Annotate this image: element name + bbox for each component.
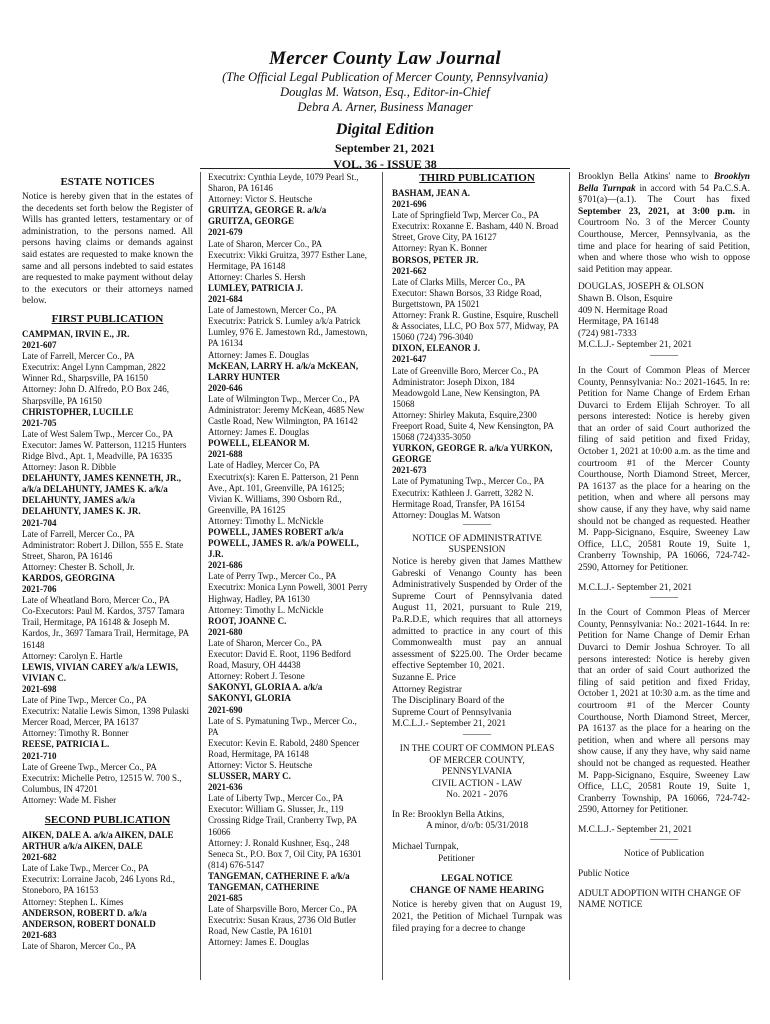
separator: ———: [649, 350, 679, 361]
masthead-rule: [200, 168, 570, 169]
entry-line: Late of Sharon, Mercer Co., PA: [22, 940, 137, 951]
issue-volume: VOL. 36 - ISSUE 38: [333, 157, 437, 171]
entry-line: Executrix: Vikki Gruitza, 3977 Esther Lane, Hermitage, PA 16148: [208, 249, 367, 271]
entry-line: Late of Greene Twp., Mercer Co., PA: [22, 761, 157, 772]
text-line: Suzanne E. Price: [392, 672, 456, 683]
admin-suspension-heading: [392, 534, 562, 557]
entry-line: Executor: Shawn Borsos, 33 Ridge Road, Burgettstown, PA 15021: [392, 287, 542, 309]
entry-line: Executor: William G. Slusser, Jr., 119 Crossing Ridge Trail, Cranberry Twp, PA 16066: [208, 804, 357, 837]
entry-line: Executrix: Lorraine Jacob, 246 Lyons Rd., Stoneboro, PA 16153: [22, 874, 175, 896]
entry-line: Executor: Kevin E. Rabold, 2480 Spencer Road, Hermitage, PA 16148: [208, 737, 360, 759]
entry-heading: 2020-646: [208, 382, 243, 393]
entry-heading: GRUITZA, GEORGE R. a/k/a GRUITZA, GEORGE: [208, 205, 327, 227]
entry-line: Late of Farrell, Mercer Co., PA: [22, 528, 135, 539]
entry-line: Administrator: Jeremy McKean, 4685 New Castle Road, New Wilmington, PA 16142: [208, 404, 365, 427]
entry-line: Executrix: Michelle Petro, 12515 W. 700 S., Columbus, IN 47201: [22, 772, 182, 794]
brooklyn-new-name: Brooklyn Bella Turnpak: [578, 172, 750, 194]
entry-heading: 2021-647: [392, 354, 427, 365]
name-change-continuation: [578, 172, 750, 276]
entry-line: Late of Sharon, Mercer Co., PA: [208, 238, 323, 249]
text-line: CIVIL ACTION - LAW: [431, 778, 523, 789]
entry-line: Late of Hadley, Mercer Co, PA: [208, 460, 320, 471]
change-of-name-heading: CHANGE OF NAME HEARING: [409, 885, 545, 896]
editor-line: Douglas M. Watson, Esq., Editor-in-Chief: [280, 85, 490, 99]
entry-line: Late of Liberty Twp., Mercer Co., PA: [208, 793, 344, 804]
third-publication-list: [392, 188, 562, 521]
entry-heading: 2021-706: [22, 584, 57, 595]
entry-line: Executrix: Kathleen J. Garrett, 3282 N. Hermitage Road, Transfer, PA 16154: [392, 487, 534, 509]
entry-line: Attorney: James E. Douglas: [208, 427, 309, 438]
separator: ———: [462, 519, 492, 530]
entry-line: Late of Pymatuning Twp., Mercer Co., PA: [392, 476, 545, 487]
entry-heading: DELAHUNTY, JAMES KENNETH, JR., a/k/a DELAHUNTY, JAMES K. a/k/a DELAHUNTY, JAMES a/k/a DELAHUNTY, JAMES K. JR.: [22, 473, 181, 517]
first-publication-list: [22, 329, 193, 806]
entry-line: Late of Sharpsville Boro, Mercer Co., PA: [208, 904, 358, 915]
column-divider-3: [569, 172, 570, 980]
text-line: PENNSYLVANIA: [441, 767, 513, 778]
estate-notices-heading: ESTATE NOTICES: [60, 176, 155, 188]
entry-line: Executor: James W. Patterson, 11215 Hunters Ridge Blvd., Apt. 1, Meadville, PA 16335: [22, 439, 187, 461]
entry-line: Executor: David E. Root, 1196 Bedford Road, Masury, OH 44438: [208, 649, 351, 671]
in-re-line: In Re: Brooklyn Bella Atkins,: [392, 809, 505, 820]
entry-heading: 2021-705: [22, 417, 57, 428]
legal-notice-heading: LEGAL NOTICE: [441, 874, 513, 885]
entry-heading: 2021-704: [22, 517, 57, 528]
registrar-signature: [392, 673, 562, 731]
entry-line: Executrix: Roxanne E. Basham, 440 N. Broad Street, Grove City, PA 16127: [392, 221, 559, 243]
entry-line: Attorney: James E. Douglas: [208, 937, 309, 948]
text-line: Hermitage, PA 16148: [578, 317, 659, 328]
entry-heading: REESE, PATRICIA L.: [22, 739, 110, 750]
entry-line: Attorney: Timothy L. McNickle: [208, 515, 324, 526]
public-notice: Public Notice: [578, 869, 630, 880]
entry-heading: 2021-662: [392, 265, 427, 276]
entry-heading: AIKEN, DALE A. a/k/a AIKEN, DALE ARTHUR a/k/a AIKEN, DALE: [22, 829, 174, 852]
text-line: Shawn B. Olson, Esquire: [578, 293, 673, 304]
entry-heading: 2021-673: [392, 465, 427, 476]
entry-line: Administrator: Joseph Dixon, 184 Meadowgold Lane, New Kensington, PA 15068: [392, 376, 540, 409]
legal-notice-body: Notice is hereby given that on August 19, 2021, the Petition of Michael Turnpak was filed praying for a decree to change: [392, 900, 562, 934]
entry-line: Attorney: Carolyn E. Hartle: [22, 650, 123, 661]
entry-heading: 2021-685: [208, 893, 243, 904]
entry-line: Attorney: Chester B. Scholl, Jr.: [22, 561, 135, 572]
entry-line: Co-Executors: Paul M. Kardos, 3757 Tamara Trail, Hermitage, PA 16148 & Joseph M. Kardos, Jr., 3697 Tamara Trail, Hermitage, PA 16148: [22, 606, 189, 650]
minor-line: A minor, d/o/b: 05/31/2018: [426, 821, 529, 832]
column-4: [578, 172, 750, 912]
admin-heading-line: NOTICE OF ADMINISTRATIVE: [412, 533, 542, 544]
entry-line: Attorney: Wade M. Fisher: [22, 794, 117, 805]
entry-heading: POWELL, ELEANOR M.: [208, 438, 310, 449]
text-line: DOUGLAS, JOSEPH & OLSON: [578, 282, 705, 293]
mclj-date-2: M.C.L.J.- September 21, 2021: [578, 824, 693, 835]
entry-line: Executrix: Patrick S. Lumley a/k/a Patrick Lumley, 976 E. Jamestown Rd., Jamestown, PA 16134: [208, 316, 368, 349]
entry-heading: TANGEMAN, CATHERINE F. a/k/a TANGEMAN, CATHERINE: [208, 870, 350, 892]
column-1: [22, 176, 193, 952]
hearing-date: September 23, 2021, at 3:00 p.m.: [578, 206, 736, 217]
entry-heading: 2021-680: [208, 626, 243, 637]
text-line: The Disciplinary Board of the: [392, 696, 505, 707]
entry-heading: 2021-710: [22, 750, 57, 761]
text-line: 409 N. Hermitage Road: [578, 305, 668, 316]
entry-heading: BASHAM, JEAN A.: [392, 188, 471, 198]
entry-heading: CAMPMAN, IRVIN E., JR.: [22, 328, 130, 339]
entry-heading: 2021-607: [22, 340, 57, 351]
entry-heading: 2021-696: [392, 199, 427, 210]
entry-heading: KARDOS, GEORGINA: [22, 573, 116, 583]
column-divider-2: [382, 172, 383, 980]
demir-name-change: In the Court of Common Pleas of Mercer County, Pennsylvania: No.: 2021-1644. In re: Petition for Name Change of Demir Erhan Duvarci to Demir Joshua Schroyer. To all persons interested: Notice is hereby given that an order of said Court authorized the filing of said petition and fixed Friday, October 1, 2021 at 10:30 a.m. as the time and courtroom #1 of the Mercer County Courthouse, North Diamond Street, Mercer, PA 16137 as the place for a hearing on the petition, when and where all persons may show cause, if any they have, why said name should not be changed as requested. Heather M. Papp-Sicignano, Esquire, Sweeney Law Office, LLC, 20581 Route 19, Suite 1, Cranberry Township, PA 16066, 724-742-2590, Attorney for Petitioner.: [578, 608, 750, 816]
entry-line: Executrix: Cynthia Leyde, 1079 Pearl St., Sharon, PA 16146: [208, 172, 359, 194]
entry-line: Attorney: J. Ronald Kushner, Esq., 248 Seneca St., P.O. Box 7, Oil City, PA 16301 (814) 676-5147: [208, 837, 362, 870]
entry-line: Attorney: Shirley Makuta, Esquire,2300 Freeport Road, Suite 4, New Kensington, PA 15068 (724)335-3050: [392, 409, 554, 443]
admin-suspension-body: Notice is hereby given that James Matthew Gabreski of Venango County has been Administratively Suspended by Order of the Supreme Court of Pennsylvania dated August 11, 2021, pursuant to Rule 219, Pa.R.D.E, which requires that all attorneys admitted to practice in any court of this Commonwealth must pay an annual assessment of $225.00. The Order became effective September 10, 2021.: [392, 557, 562, 672]
entry-heading: LEWIS, VIVIAN CAREY a/k/a LEWIS, VIVIAN C.: [22, 661, 179, 683]
edition-title: Digital Edition: [335, 121, 435, 138]
entry-heading: 2021-686: [208, 560, 243, 571]
mclj-date-1: M.C.L.J.- September 21, 2021: [578, 582, 693, 593]
entry-heading: CHRISTOPHER, LUCILLE: [22, 406, 134, 417]
text-line: M.C.L.J.- September 21, 2021: [578, 340, 693, 351]
entry-line: Attorney: Timothy L. McNickle: [208, 604, 324, 615]
text-line: Supreme Court of Pennsylvania: [392, 707, 512, 718]
entry-heading: 2021-682: [22, 852, 57, 863]
entry-heading: ROOT, JOANNE C.: [208, 615, 287, 626]
brooklyn-text-2: in accord with 54 Pa.C.S.A. §701(a)—(a.1). The Court has fixed: [578, 183, 750, 206]
entry-line: Executrix: Angel Lynn Campman, 2822 Winner Rd., Sharpsville, PA 16150: [22, 362, 166, 384]
entry-line: Late of Pine Twp., Mercer Co., PA: [22, 695, 147, 706]
entry-heading: LUMLEY, PATRICIA J.: [208, 282, 303, 293]
entry-line: Attorney: James E. Douglas: [208, 349, 309, 360]
separator: ———: [649, 835, 679, 846]
entry-line: Late of Sharon, Mercer Co., PA: [208, 637, 323, 648]
entry-line: Attorney: Ryan K. Bonner: [392, 243, 488, 254]
petitioner-name: Michael Turnpak,: [392, 842, 459, 853]
entry-line: Attorney: Frank R. Gustine, Esquire, Ruschell & Associates, LLC, PO Box 577, Midway, PA 15060 (724) 796-3040: [392, 310, 559, 343]
entry-line: Late of Wheatland Boro, Mercer Co., PA: [22, 595, 170, 606]
masthead: [0, 48, 770, 171]
entry-line: Late of Perry Twp., Mercer Co., PA: [208, 571, 337, 582]
text-line: M.C.L.J.- September 21, 2021: [392, 719, 507, 730]
entry-heading: McKEAN, LARRY H. a/k/a McKEAN, LARRY HUNTER: [208, 360, 359, 382]
column-3: [392, 172, 562, 935]
text-line: (724) 981-7333: [578, 328, 637, 339]
entry-line: Late of Farrell, Mercer Co., PA: [22, 351, 135, 362]
brooklyn-text-3: in Courtroom No. 3 of the Mercer County Courthouse, Mercer, Pennsylvania, as the time and place for hearing of said Petition, when and where those who wish to oppose said Petition may appear.: [578, 206, 750, 275]
entry-line: Attorney: Charles S. Hersh: [208, 271, 306, 282]
admin-heading-line: SUSPENSION: [448, 545, 506, 556]
entry-heading: 2021-688: [208, 449, 243, 460]
second-publication-continued: [208, 172, 368, 949]
second-publication-list: [22, 830, 193, 952]
entry-heading: 2021-684: [208, 294, 243, 305]
law-firm-block: [578, 282, 750, 352]
entry-line: Late of Lake Twp., Mercer Co., PA: [22, 863, 149, 874]
third-publication-heading: THIRD PUBLICATION: [419, 172, 535, 184]
entry-line: Late of Greenville Boro, Mercer Co., PA: [392, 365, 539, 376]
entry-line: Attorney: Douglas M. Watson: [392, 509, 501, 520]
text-line: IN THE COURT OF COMMON PLEAS: [399, 743, 555, 754]
entry-heading: 2021-636: [208, 782, 243, 793]
journal-subtitle: (The Official Legal Publication of Mercer County, Pennsylvania): [222, 70, 548, 84]
column-divider-1: [200, 172, 201, 980]
column-2: [208, 172, 368, 949]
brooklyn-text-1: Brooklyn Bella Atkins' name to: [578, 172, 715, 182]
entry-line: Administrator: Robert J. Dillon, 555 E. State Street, Sharon, PA 16146: [22, 539, 184, 561]
entry-line: Late of Clarks Mills, Mercer Co., PA: [392, 276, 526, 287]
entry-line: Executrix(s): Karen E. Patterson, 21 Penn Ave., Apt. 101, Greenville, PA 16125; Vivian K. Williams, 390 Osborn Rd., Greenville, PA 16125: [208, 471, 359, 515]
entry-line: Late of Jamestown, Mercer Co., PA: [208, 305, 337, 316]
entry-line: Attorney: Timothy R. Bonner: [22, 728, 129, 739]
erdem-name-change: In the Court of Common Pleas of Mercer County, Pennsylvania: No.: 2021-1645. In re: Petition for Name Change of Erdem Erhan Duvarci to Erdem Elijah Schroyer. To all persons interested: Notice is hereby given that an order of said Court authorized the filing of said petition and fixed Friday, October 1, 2021 at 10:00 a.m. as the time and courtroom #1 of the Mercer County Courthouse, North Diamond Street, Mercer, PA 16137 as the place for a hearing on the petition, when and where all persons may show cause, if any they have, why said name should not be changed as requested. Heather M. Papp-Sicignano, Esquire, Sweeney Law Office, LLC, 20581 Route 19, Suite 1, Cranberry Township, PA 16066, 724-742-2590, Attorney for Petitioner.: [578, 365, 750, 573]
entry-line: Executrix: Natalie Lewis Simon, 1398 Pulaski Mercer Road, Mercer, PA 16137: [22, 706, 189, 728]
entry-heading: ANDERSON, ROBERT D. a/k/a ANDERSON, ROBERT DONALD: [22, 907, 156, 929]
entry-heading: DIXON, ELEANOR J.: [392, 343, 481, 354]
entry-heading: SAKONYI, GLORIA A. a/k/a SAKONYI, GLORIA: [208, 682, 323, 704]
entry-line: Attorney: Victor S. Heutsche: [208, 759, 313, 770]
entry-line: Executrix: Susan Kraus, 2736 Old Butler Road, New Castle, PA 16101: [208, 915, 356, 937]
entry-line: Late of Springfield Twp, Mercer Co., PA: [392, 210, 540, 221]
adoption-heading: ADULT ADOPTION WITH CHANGE OF NAME NOTICE: [578, 888, 741, 911]
text-line: Attorney Registrar: [392, 684, 463, 695]
entry-line: Attorney: John D. Alfredo, P.O Box 246, Sharpsville, PA 16150: [22, 384, 169, 406]
entry-heading: 2021-690: [208, 704, 243, 715]
entry-line: Attorney: Jason R. Dibble: [22, 462, 116, 473]
entry-heading: BORSOS, PETER JR.: [392, 254, 479, 265]
court-caption: [392, 744, 562, 802]
petitioner-label: Petitioner: [438, 853, 475, 864]
separator: ———: [462, 729, 492, 740]
entry-heading: 2021-679: [208, 227, 243, 238]
entry-heading: SLUSSER, MARY C.: [208, 771, 291, 782]
first-publication-heading: FIRST PUBLICATION: [51, 312, 164, 325]
separator: ———: [649, 593, 679, 604]
issue-date: September 21, 2021: [334, 141, 436, 155]
notice-of-publication: Notice of Publication: [623, 849, 705, 860]
entry-line: Attorney: Robert J. Tesone: [208, 671, 305, 682]
journal-title: Mercer County Law Journal: [269, 48, 501, 69]
entry-line: Late of S. Pymatuning Twp., Mercer Co., PA: [208, 715, 357, 737]
entry-heading: 2021-683: [22, 929, 57, 940]
entry-line: Late of Wilmington Twp., Mercer Co., PA: [208, 393, 360, 404]
entry-heading: 2021-698: [22, 683, 57, 694]
text-line: OF MERCER COUNTY,: [429, 755, 525, 766]
entry-line: Late of West Salem Twp., Mercer Co., PA: [22, 428, 174, 439]
text-line: No. 2021 - 2076: [446, 790, 508, 801]
manager-line: Debra A. Arner, Business Manager: [297, 100, 473, 114]
entry-heading: POWELL, JAMES ROBERT a/k/a POWELL, JAMES R. a/k/a POWELL, J.R.: [208, 527, 359, 560]
entry-line: Attorney: Victor S. Heutsche: [208, 194, 313, 205]
entry-heading: YURKON, GEORGE R. a/k/a YURKON, GEORGE: [392, 443, 553, 465]
estate-intro: Notice is hereby given that in the estates of the decedents set forth below the Register of Wills has granted letters, testamentary or of administration, to the persons named. All persons having claims or demands against said estates are requested to make known the same and all persons indebted to said estates are requested to make payment without delay to the executors or their attorneys named below.: [22, 192, 193, 307]
entry-line: Executrix: Monica Lynn Powell, 3001 Perry Highway, Hadley, PA 16130: [208, 582, 368, 604]
entry-line: Attorney: Stephen L. Kimes: [22, 896, 124, 907]
second-publication-heading: SECOND PUBLICATION: [44, 813, 171, 826]
